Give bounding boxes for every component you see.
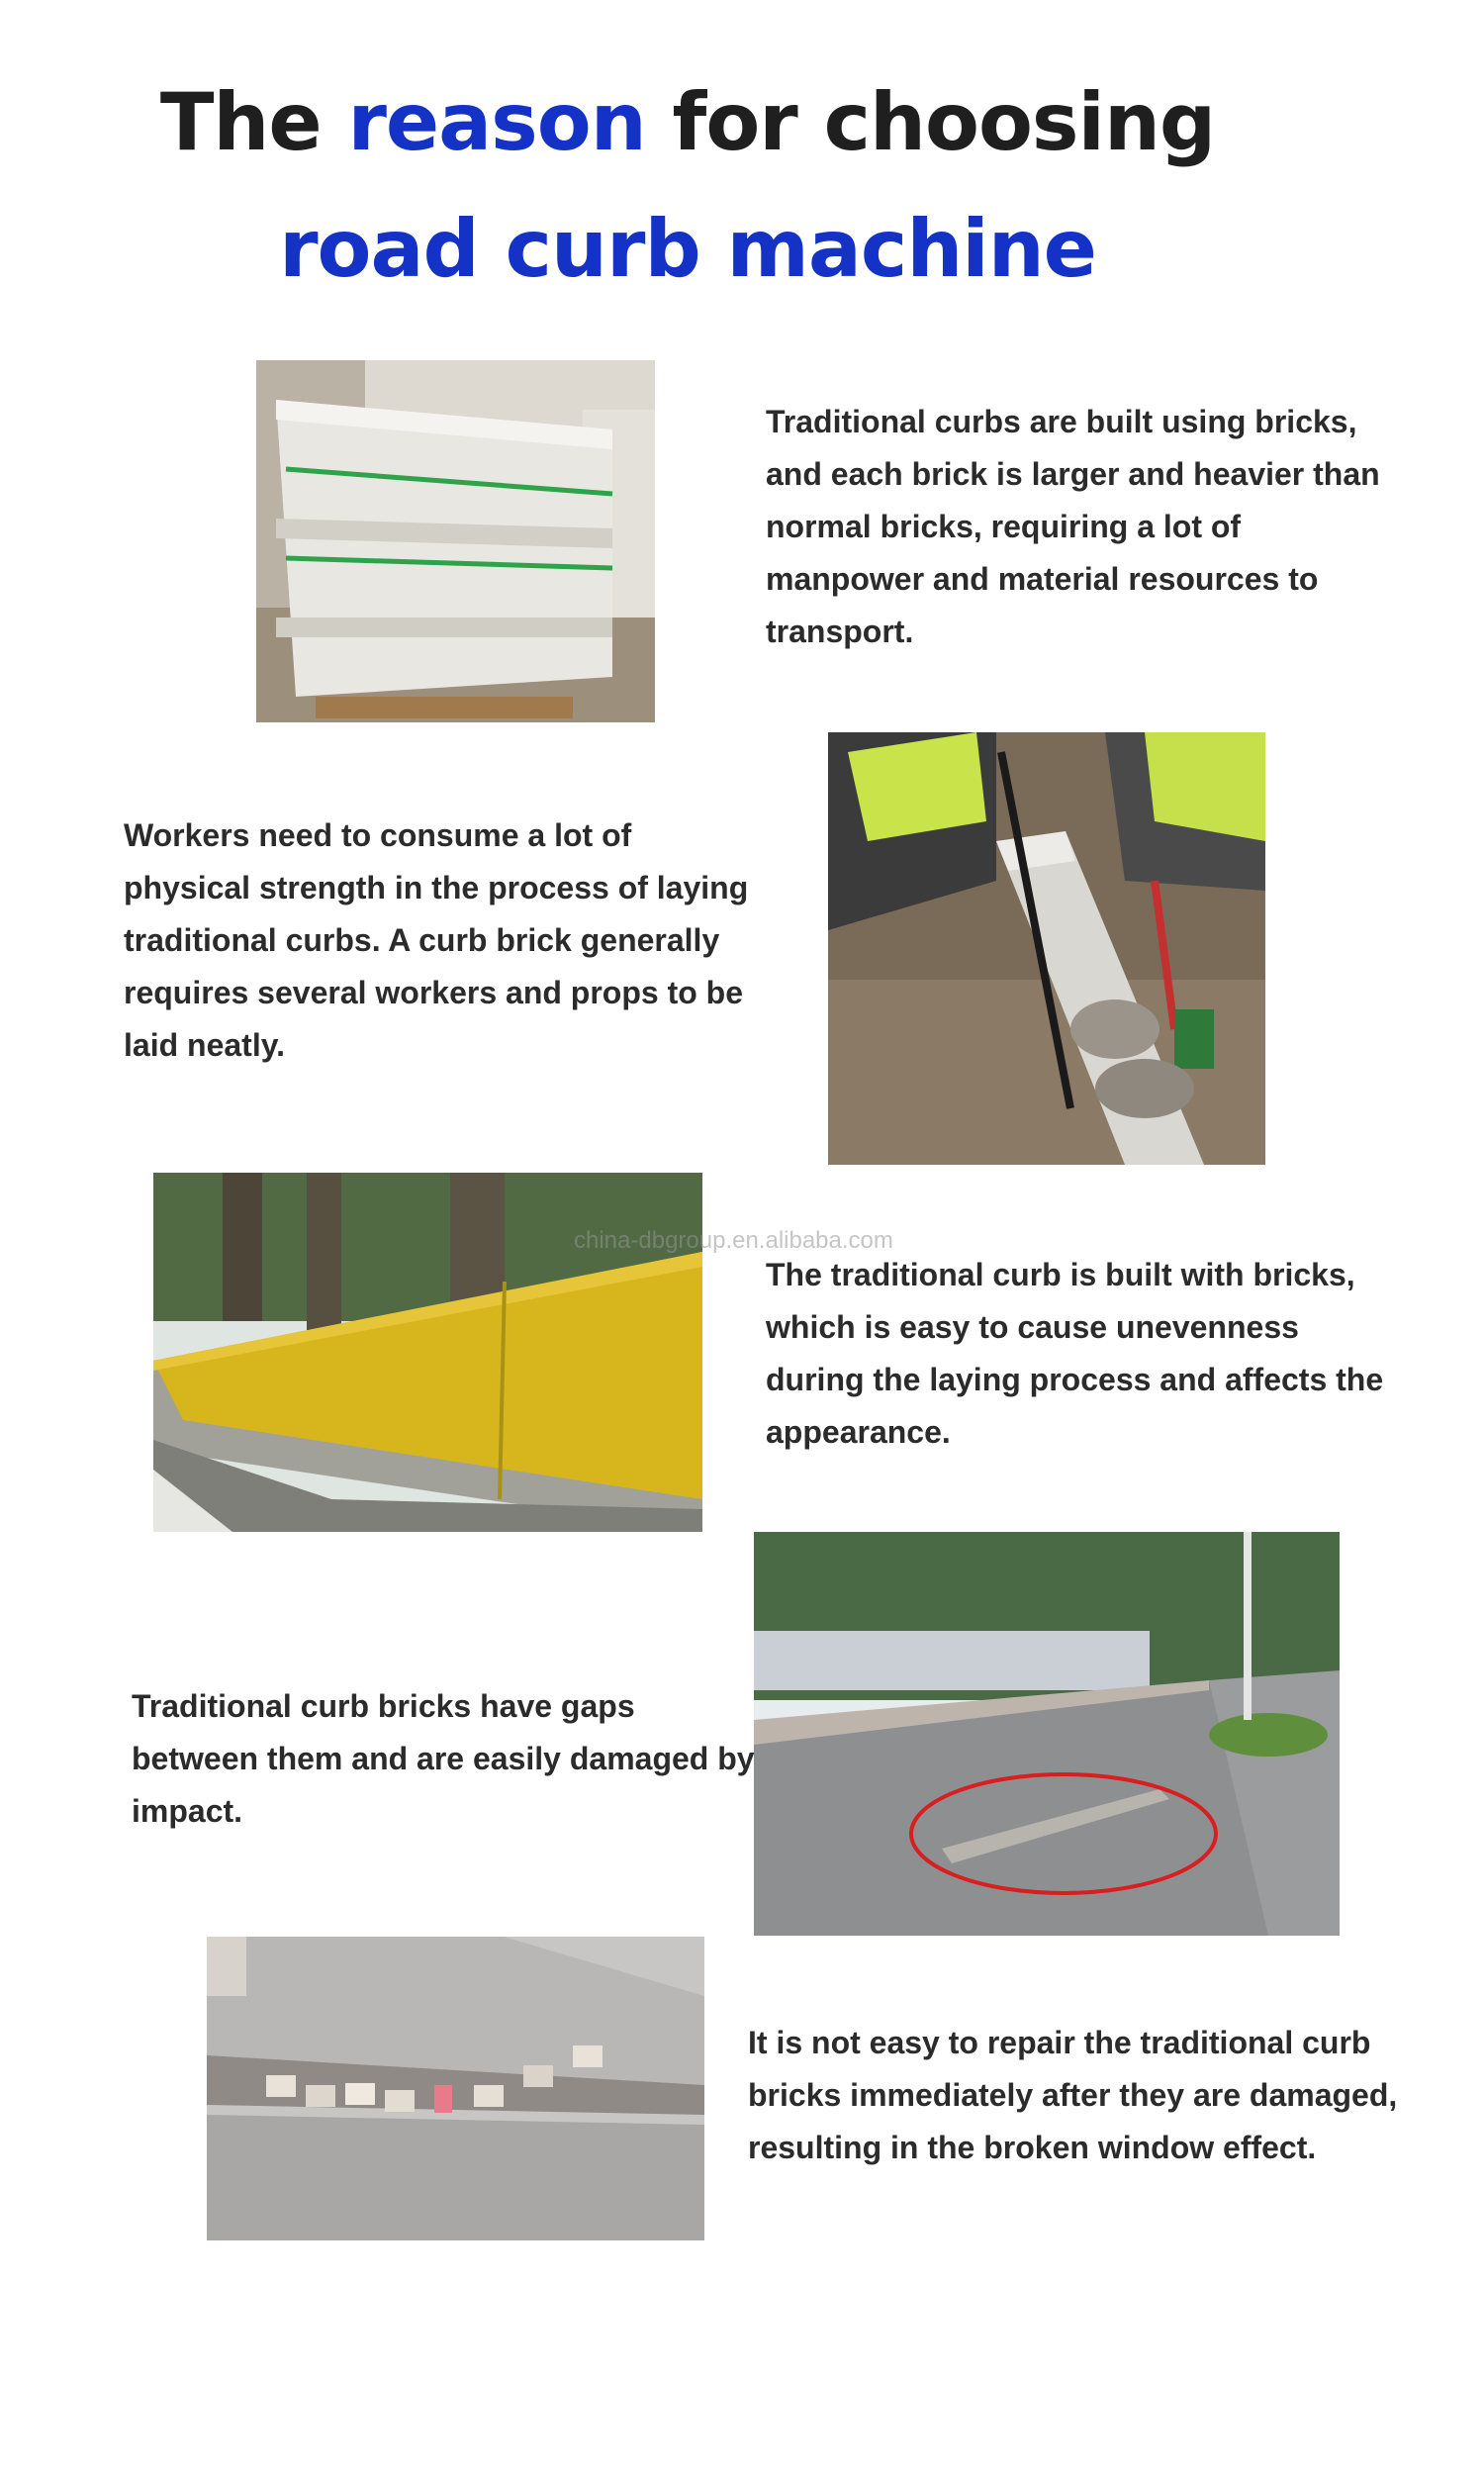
page-title-line-1 [0, 76, 1375, 168]
workers-laying-curb-image [828, 732, 1265, 1165]
watermark: china-dbgroup.en.alibaba.com [574, 1227, 893, 1254]
crumbling-curb-bricks-image [207, 1937, 704, 2240]
title-text-reason: reason [347, 76, 646, 168]
stacked-curb-bricks-image [256, 360, 655, 722]
reason-text-4: Traditional curb bricks have gaps between them and are easily damaged by impact. [132, 1688, 755, 1829]
title-text-for-choosing: for choosing [645, 76, 1216, 168]
page-title-line-2 [0, 203, 1375, 295]
reason-text-3: The traditional curb is built with bricks, which is easy to cause unevenness during the laying process and affects the appearance. [766, 1257, 1384, 1450]
damaged-curb-road-image [754, 1532, 1340, 1936]
title-text-the: The [159, 76, 348, 168]
reason-text-2: Workers need to consume a lot of physical strength in the process of laying traditional curbs. A curb brick generally requires several workers and props to be laid neatly. [124, 817, 749, 1063]
reason-text-1: Traditional curbs are built using bricks, and each brick is larger and heavier than normal bricks, requiring a lot of manpower and material resources to transport. [766, 404, 1380, 649]
title-text-road-curb-machine: road curb machine [279, 203, 1096, 295]
reason-text-5: It is not easy to repair the traditional curb bricks immediately after they are damaged, resulting in the broken window effect. [748, 2025, 1398, 2165]
